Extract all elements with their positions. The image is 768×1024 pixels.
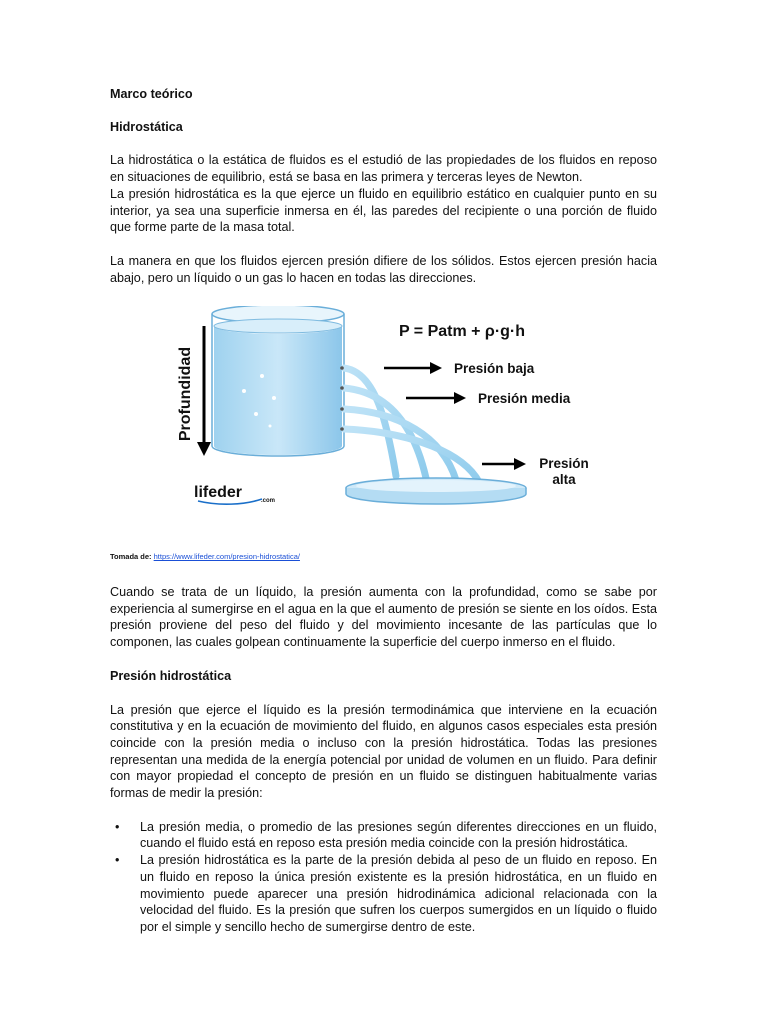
document-title: Marco teórico bbox=[110, 87, 193, 101]
paragraph-4: Cuando se trata de un líquido, la presión aumenta con la profundidad, como se sabe por experiencia al sumergirse en el agua en la que el aumento de presión se siente en los oídos. Esta presión proviene del peso del fluido y del movimiento incesante de las partículas que lo componen, las cuales golpean continuamente la superficie del cuerpo inmerso en el fluido. bbox=[110, 585, 657, 650]
depth-axis-label: Profundidad bbox=[177, 347, 194, 442]
pressure-diagram bbox=[174, 306, 604, 506]
section-heading-hidrostatica: Hidrostática bbox=[110, 119, 183, 134]
paragraph-1: La hidrostática o la estática de fluidos es el estudió de las propiedades de los fluidos en reposo en situaciones de equilibrio, está se basa en las primera y terceras leyes de Newton. bbox=[110, 153, 657, 185]
pressure-types-list bbox=[110, 819, 657, 936]
list-item bbox=[115, 819, 657, 852]
catch-basin bbox=[346, 478, 526, 504]
caption-label: Tomada de: bbox=[110, 552, 152, 562]
caption-source-link[interactable]: https://www.lifeder.com/presion-hidrostatica/ bbox=[153, 552, 300, 562]
list-item-text: La presión media, o promedio de las presiones según diferentes direcciones en un fluido, cuando el fluido está en reposo esta presión media coincide con la presión hidrostática. bbox=[140, 819, 657, 851]
lifeder-logo-suffix: .com bbox=[261, 498, 276, 505]
label-presion-alta-2: alta bbox=[552, 472, 576, 488]
paragraph-2: La presión hidrostática es la que ejerce un fluido en equilibrio estático en cualquier punto en su interior, ya sea una superficie inmersa en él, las paredes del recipiente o una porción de fluido que forme parte de la masa total. bbox=[110, 186, 657, 235]
pressure-formula: P = Patm + ρ·g·h bbox=[398, 323, 526, 341]
water-container bbox=[212, 306, 344, 456]
list-item-text: La presión hidrostática es la parte de la presión debida al peso de un fluido en reposo. En un fluido en reposo la única presión existente es la presión hidrostática, en un fluido en movimiento puede aparecer una presión hidrodinámica adicional relacionada con la velocidad del fluido. Es la presión que sufren los cuerpos sumergidos en un líquido o fluido por el simple y sencillo hecho de sumergirse dentro de este. bbox=[140, 853, 657, 934]
arrow-mid bbox=[406, 392, 466, 404]
label-presion-baja: Presión baja bbox=[454, 361, 535, 377]
depth-arrow-head bbox=[197, 442, 211, 456]
bullet-icon: • bbox=[115, 853, 120, 868]
label-presion-media: Presión media bbox=[478, 391, 571, 407]
water-jets bbox=[344, 368, 479, 482]
label-presion-alta-1: Presión bbox=[539, 456, 589, 472]
bullet-icon: • bbox=[115, 819, 120, 834]
paragraph-3: La manera en que los fluidos ejercen presión difiere de los sólidos. Estos ejercen presión hacia abajo, pero un líquido o un gas lo hacen en todas las direcciones. bbox=[110, 253, 657, 285]
arrow-high bbox=[482, 458, 526, 470]
arrow-low bbox=[384, 362, 442, 374]
figure-caption bbox=[110, 549, 657, 566]
pressure-figure bbox=[174, 306, 604, 506]
paragraph-5: La presión que ejerce el líquido es la presión termodinámica que interviene en la ecuación constitutiva y en la ecuación de movimiento del fluido, en algunos casos especiales esta presión coincide con la presión media o incluso con la presión hidrostática. Todas las presiones representan una medida de la energía potencial por unidad de volumen en un fluido. Para definir con mayor propiedad el concepto de presión en un fluido se distinguen habitualmente varias formas de medir la presión: bbox=[110, 702, 657, 801]
list-item bbox=[115, 852, 657, 936]
section-heading-presion-hidrostatica: Presión hidrostática bbox=[110, 668, 232, 683]
lifeder-logo: lifeder bbox=[194, 484, 243, 502]
document-body bbox=[110, 86, 657, 936]
